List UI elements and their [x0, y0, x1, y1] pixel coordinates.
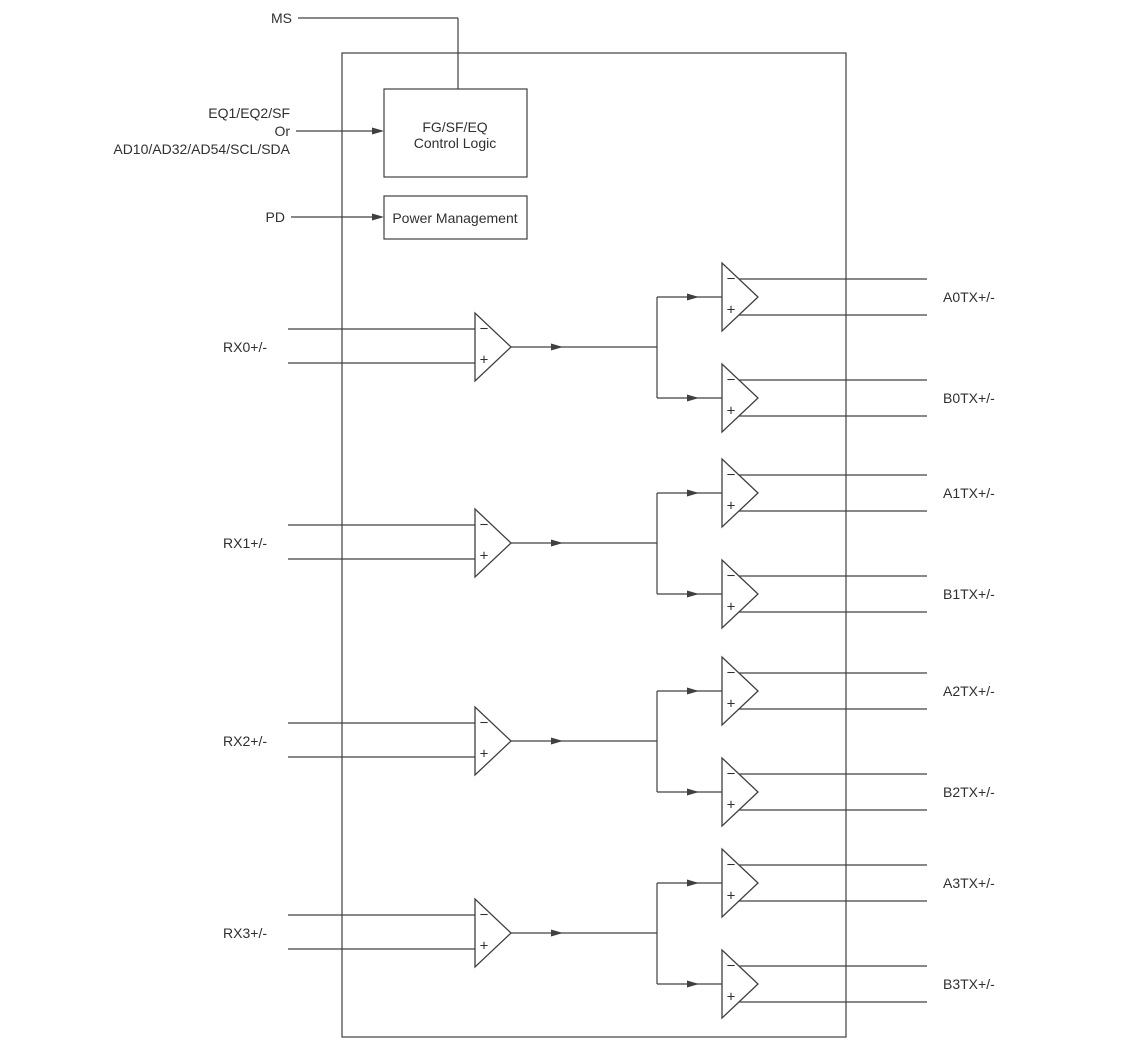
power-management-label: Power Management [392, 210, 518, 226]
a3-output-amp-plus-sign: + [726, 887, 736, 905]
b3-branch-arrowhead [687, 981, 699, 988]
control-logic-label-line-2: Control Logic [413, 135, 497, 151]
rx1-label: RX1+/- [223, 535, 267, 551]
b2tx-label: B2TX+/- [943, 784, 995, 800]
eq-input-label-line-1: EQ1/EQ2/SF [208, 105, 290, 121]
eq-arrowhead [372, 128, 384, 135]
b1-output-amp-plus-sign: + [726, 598, 736, 616]
a3-output-amp-minus-sign: − [726, 856, 736, 874]
rx3-input-amp-minus-sign: − [479, 906, 489, 924]
a1-output-amp-plus-sign: + [726, 497, 736, 515]
b2-output-amp-minus-sign: − [726, 765, 736, 783]
a2tx-label: A2TX+/- [943, 683, 995, 699]
rx0-input-amp-minus-sign: − [479, 320, 489, 338]
eq-input-label-line-2: Or [274, 123, 290, 139]
b3-output-amp-minus-sign: − [726, 957, 736, 975]
a2-output-amp-minus-sign: − [726, 664, 736, 682]
rx2-input-amp-plus-sign: + [479, 745, 489, 763]
rx3-amp-output-arrowhead [551, 930, 563, 937]
b1tx-label: B1TX+/- [943, 586, 995, 602]
b0-output-amp-plus-sign: + [726, 402, 736, 420]
control-logic-label-line-1: FG/SF/EQ [422, 119, 488, 135]
a1tx-label: A1TX+/- [943, 485, 995, 501]
rx3-label: RX3+/- [223, 925, 267, 941]
a0-branch-arrowhead [687, 294, 699, 301]
rx0-label: RX0+/- [223, 339, 267, 355]
rx2-amp-output-arrowhead [551, 738, 563, 745]
b0-output-amp-minus-sign: − [726, 371, 736, 389]
pd-arrowhead [372, 214, 384, 221]
b3-output-amp-plus-sign: + [726, 988, 736, 1006]
b2-output-amp-plus-sign: + [726, 796, 736, 814]
rx1-input-amp-plus-sign: + [479, 547, 489, 565]
ms-label: MS [271, 10, 292, 26]
pd-label: PD [265, 209, 285, 225]
rx2-label: RX2+/- [223, 733, 267, 749]
rx2-input-amp-minus-sign: − [479, 714, 489, 732]
a1-branch-arrowhead [687, 490, 699, 497]
b1-branch-arrowhead [687, 591, 699, 598]
rx1-input-amp-minus-sign: − [479, 516, 489, 534]
a1-output-amp-minus-sign: − [726, 466, 736, 484]
eq-input-label-line-3: AD10/AD32/AD54/SCL/SDA [113, 141, 290, 157]
a2-branch-arrowhead [687, 688, 699, 695]
a0-output-amp-plus-sign: + [726, 301, 736, 319]
a3-branch-arrowhead [687, 880, 699, 887]
b1-output-amp-minus-sign: − [726, 567, 736, 585]
rx0-input-amp-plus-sign: + [479, 351, 489, 369]
a2-output-amp-plus-sign: + [726, 695, 736, 713]
b0tx-label: B0TX+/- [943, 390, 995, 406]
rx1-amp-output-arrowhead [551, 540, 563, 547]
rx0-amp-output-arrowhead [551, 344, 563, 351]
a0tx-label: A0TX+/- [943, 289, 995, 305]
b3tx-label: B3TX+/- [943, 976, 995, 992]
b0-branch-arrowhead [687, 395, 699, 402]
rx3-input-amp-plus-sign: + [479, 937, 489, 955]
a0-output-amp-minus-sign: − [726, 270, 736, 288]
a3tx-label: A3TX+/- [943, 875, 995, 891]
b2-branch-arrowhead [687, 789, 699, 796]
